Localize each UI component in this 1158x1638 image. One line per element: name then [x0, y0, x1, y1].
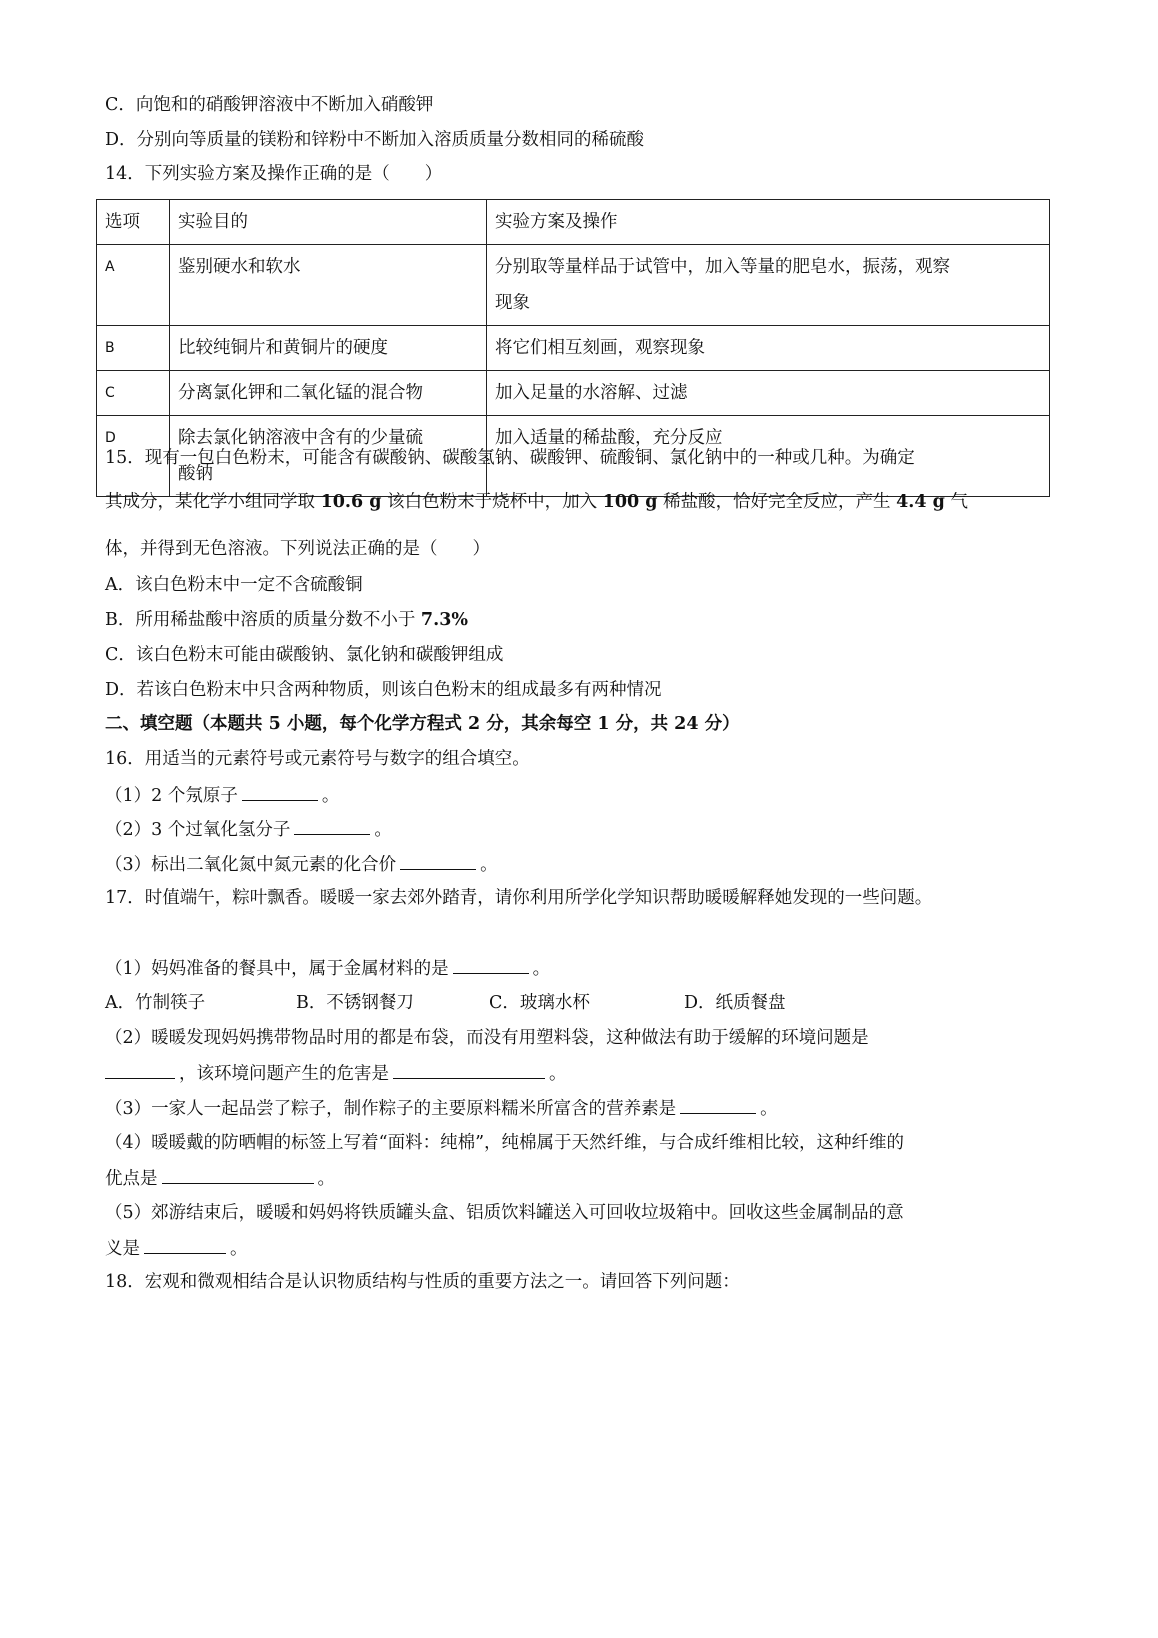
q17-choice-d: D．纸质餐盘: [684, 993, 786, 1013]
table-header-method: 实验方案及操作: [487, 200, 1050, 245]
q17-choice-b: B．不锈钢餐刀: [296, 993, 414, 1013]
q15-mass-sample: 10.6 g: [320, 492, 382, 512]
row-purpose: 比较纯铜片和黄铜片的硬度: [170, 326, 487, 371]
table-row: [97, 245, 1050, 326]
row-option: A: [97, 245, 170, 326]
q15-option-b-value: 7.3%: [420, 610, 468, 630]
q18-stem: 18．宏观和微观相结合是认识物质结构与性质的重要方法之一。请回答下列问题：: [105, 1272, 740, 1292]
q17-part3: [105, 1097, 778, 1120]
q17-part5-text: 义是: [105, 1239, 140, 1259]
period: 。: [317, 1169, 335, 1189]
q15-option-d: D．若该白色粉末中只含两种物质，则该白色粉末的组成最多有两种情况: [105, 680, 662, 700]
table-header-option: 选项: [97, 200, 170, 245]
q17-part1: [105, 957, 550, 980]
row-purpose: 分离氯化钾和二氧化锰的混合物: [170, 371, 487, 416]
q15-mass-gas: 4.4 g: [896, 492, 945, 512]
q15-text: 气: [944, 492, 968, 512]
q16-part3-text: （3）标出二氧化氮中氮元素的化合价: [105, 855, 397, 875]
q15-text: 稀盐酸，恰好完全反应，产生: [657, 492, 897, 512]
q15-text: 其成分，某化学小组同学取: [105, 492, 321, 512]
row-option: D: [97, 416, 170, 497]
q15-line1: 15．现有一包白色粉末，可能含有碳酸钠、碳酸氢钠、碳酸钾、硫酸铜、氯化钠中的一种或几种。为确定: [105, 448, 915, 468]
row-purpose-line2: 酸钠: [178, 464, 213, 484]
q17-part5-line1: （5）郊游结束后，暖暖和妈妈将铁质罐头盒、铝质饮料罐送入可回收垃圾箱中。回收这些金属制品的意: [105, 1203, 904, 1223]
q17-part5-line2: [105, 1237, 248, 1260]
answer-blank[interactable]: [162, 1167, 314, 1184]
q17-part2-text: ，该环境问题产生的危害是: [179, 1064, 389, 1084]
q15-option-c: C．该白色粉末可能由碳酸钠、氯化钠和碳酸钾组成: [105, 645, 504, 665]
table-row: [97, 371, 1050, 416]
row-method: 将它们相互刻画，观察现象: [487, 326, 1050, 371]
q17-choice-c: C．玻璃水杯: [489, 993, 590, 1013]
q17-part4-line2: [105, 1167, 335, 1190]
row-method: 加入足量的水溶解、过滤: [487, 371, 1050, 416]
q15-mass-acid: 100 g: [602, 492, 658, 512]
answer-blank[interactable]: [105, 1062, 175, 1079]
q17-part3-text: （3）一家人一起品尝了粽子，制作粽子的主要原料糯米所富含的营养素是: [105, 1099, 677, 1119]
q17-part4-line1: （4）暖暖戴的防晒帽的标签上写着“面料：纯棉”，纯棉属于天然纤维，与合成纤维相比较，这种纤维的: [105, 1133, 905, 1153]
answer-blank[interactable]: [144, 1237, 226, 1254]
q15-line3: 体，并得到无色溶液。下列说法正确的是（ ）: [105, 539, 490, 559]
q15-option-a: A．该白色粉末中一定不含硫酸铜: [105, 575, 363, 595]
q17-choice-a: A．竹制筷子: [105, 993, 206, 1013]
q17-part4-text: 优点是: [105, 1169, 158, 1189]
q16-part2-text: （2）3 个过氧化氢分子: [105, 820, 291, 840]
q16-part1-text: （1）2 个氖原子: [105, 786, 238, 806]
q17-part2-line1: （2）暖暖发现妈妈携带物品时用的都是布袋，而没有用塑料袋，这种做法有助于缓解的环境问题是: [105, 1028, 869, 1048]
row-purpose: 鉴别硬水和软水: [170, 245, 487, 326]
q15-line2: [105, 491, 968, 513]
period: 。: [321, 786, 340, 806]
row-option: B: [97, 326, 170, 371]
row-method-line2: 现象: [495, 293, 530, 313]
answer-blank[interactable]: [400, 853, 476, 870]
row-method-line1: 分别取等量样品于试管中，加入等量的肥皂水，振荡，观察: [495, 257, 950, 277]
period: 。: [230, 1239, 248, 1259]
answer-blank[interactable]: [680, 1097, 756, 1114]
table-header-purpose: 实验目的: [170, 200, 487, 245]
q15-option-b-text: B．所用稀盐酸中溶质的质量分数不小于: [105, 610, 421, 630]
q17-part1-text: （1）妈妈准备的餐具中，属于金属材料的是: [105, 959, 449, 979]
q17-part2-line2: [105, 1062, 567, 1085]
q13-option-c: C．向饱和的硝酸钾溶液中不断加入硝酸钾: [105, 95, 434, 115]
q17-stem: 17．时值端午，粽叶飘香。暖暖一家去郊外踏青，请你利用所学化学知识帮助暖暖解释她发现的一些问题。: [105, 888, 933, 908]
table-header-row: [97, 200, 1050, 245]
q15-option-b: [105, 609, 468, 631]
q14-stem: 14．下列实验方案及操作正确的是（ ）: [105, 164, 443, 184]
period: 。: [480, 855, 498, 875]
q15-text: 该白色粉末于烧杯中，加入: [381, 492, 603, 512]
period: 。: [549, 1064, 567, 1084]
period: 。: [760, 1099, 778, 1119]
answer-blank[interactable]: [294, 818, 370, 835]
row-method: 加入适量的稀盐酸，充分反应: [487, 416, 1050, 497]
row-purpose-line1: 除去氯化钠溶液中含有的少量硫: [178, 428, 423, 448]
answer-blank[interactable]: [453, 957, 529, 974]
answer-blank[interactable]: [242, 784, 318, 801]
q16-part2: [105, 818, 392, 841]
period: 。: [374, 820, 392, 840]
q16-part3: [105, 853, 498, 876]
row-option: C: [97, 371, 170, 416]
table-row: [97, 326, 1050, 371]
section-heading: 二、填空题（本题共 5 小题，每个化学方程式 2 分，其余每空 1 分，共 24 分）: [105, 714, 740, 734]
period: 。: [532, 959, 551, 979]
q16-stem: 16．用适当的元素符号或元素符号与数字的组合填空。: [105, 749, 530, 769]
q16-part1: [105, 784, 339, 807]
row-method: [487, 245, 1050, 326]
answer-blank[interactable]: [393, 1062, 545, 1079]
q13-option-d: D．分别向等质量的镁粉和锌粉中不断加入溶质质量分数相同的稀硫酸: [105, 130, 645, 150]
